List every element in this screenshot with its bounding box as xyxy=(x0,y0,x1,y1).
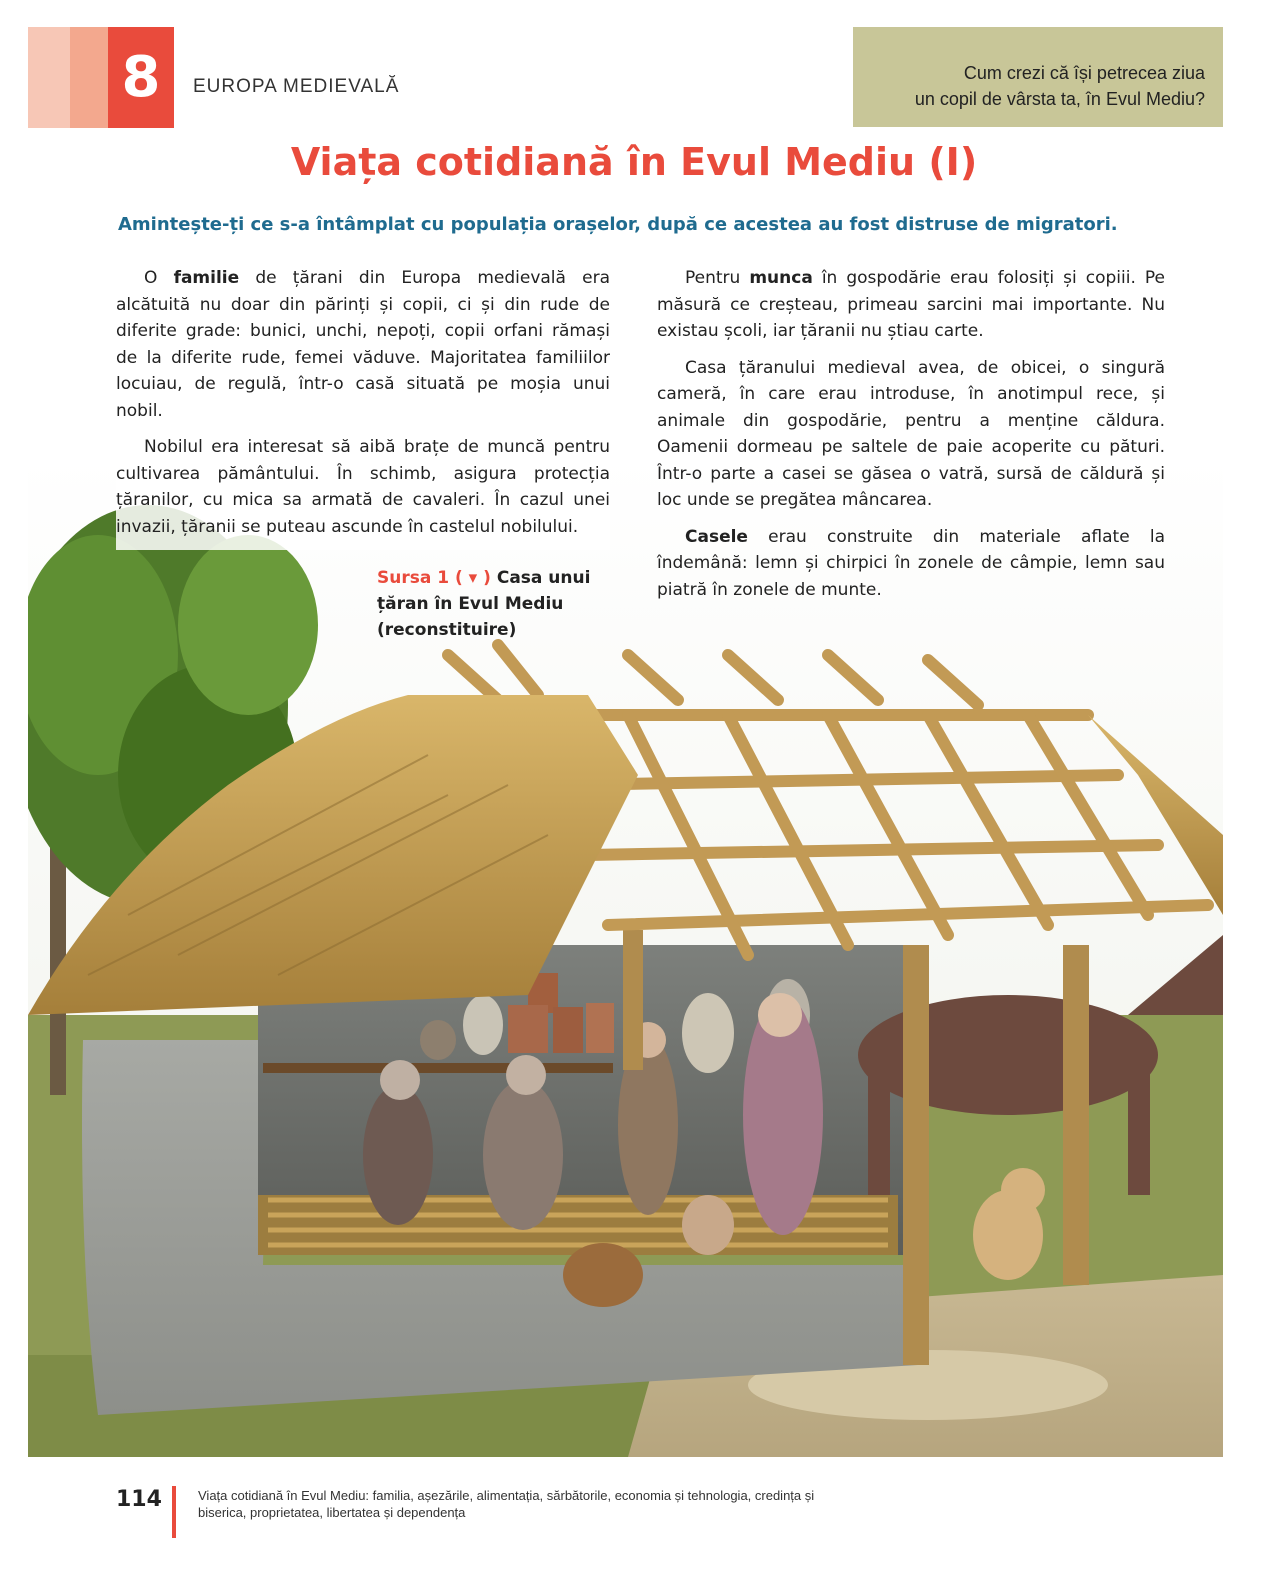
paragraph xyxy=(657,524,1165,604)
triangle-down-icon: ▾ xyxy=(462,568,484,588)
text-span: erau construite din materiale aflate la îndemână: lemn și chirpici în zonele de câmpie, lemn sau piatră în zonele de munte. xyxy=(657,526,1165,600)
paragraph: Casa țăranului medieval avea, de obicei, o singură cameră, în care erau introduse, în anotimpul rece, și animale din gospodărie, pentru a menține căldura. Oamenii dormeau pe saltele de paie acoperite cu pături. Într-o parte a casei se găsea o vatră, sursă de căldură și loc unde se pregătea mâncarea. xyxy=(657,357,1165,510)
text-span: O xyxy=(144,268,174,288)
text-span: Pentru xyxy=(685,268,750,288)
page-title: Viața cotidiană în Evul Mediu (I) xyxy=(290,140,978,184)
question-box xyxy=(853,27,1223,127)
paragraph xyxy=(116,265,610,424)
keyword-casele: Casele xyxy=(685,526,748,547)
chapter-number: 8 xyxy=(108,27,174,128)
question-line: un copil de vârsta ta, în Evul Mediu? xyxy=(914,89,1205,109)
caption-text: Casa unui țăran în Evul Mediu (reconstituire) xyxy=(377,568,591,640)
right-text-column xyxy=(657,265,1165,613)
source-label: Sursa 1 ( xyxy=(377,568,463,588)
page-number: 114 xyxy=(116,1487,162,1512)
source-caption xyxy=(377,565,607,643)
footer-topics: Viața cotidiană în Evul Mediu: familia, așezările, alimentația, sărbătorile, economia și tehnologia, credința și biserica, proprietatea, libertatea și dependența xyxy=(198,1488,815,1520)
left-text-column xyxy=(116,265,610,550)
keyword-familie: familie xyxy=(173,268,240,288)
footer-divider xyxy=(172,1486,176,1538)
paragraph: Nobilul era interesat să aibă brațe de muncă pentru cultivarea pământului. În schimb, asigura protecția țăranilor, cu mica sa armată de cavaleri. În cazul unei invazii, țăranii se puteau ascunde în castelul nobilului. xyxy=(116,437,610,537)
chapter-title: EUROPA MEDIEVALĂ xyxy=(193,76,400,97)
intro-question: Amintește-ți ce s-a întâmplat cu populația orașelor, după ce acestea au fost distruse de migratori. xyxy=(118,214,1118,235)
text-span: în gospodărie erau folosiți și copiii. Pe măsură ce creșteau, primeau sarcini mai importante. Nu existau școli, iar țăranii nu știau carte. xyxy=(657,268,1165,341)
source-label-close: ) xyxy=(483,568,491,588)
question-line: Cum crezi că își petrecea ziua xyxy=(963,63,1205,83)
text-span: de țărani din Europa medievală era alcătuită nu doar din părinți și copii, ci și din rude de diferite grade: bunici, unchi, nepoți, copii orfani rămași de la diferite rude, femei văduve. Majoritatea familiilor locuiau, de regulă, într-o casă situată pe moșia unui nobil. xyxy=(116,268,610,421)
paragraph xyxy=(657,265,1165,345)
keyword-munca: munca xyxy=(749,268,813,288)
chapter-tab-decoration xyxy=(70,27,112,128)
